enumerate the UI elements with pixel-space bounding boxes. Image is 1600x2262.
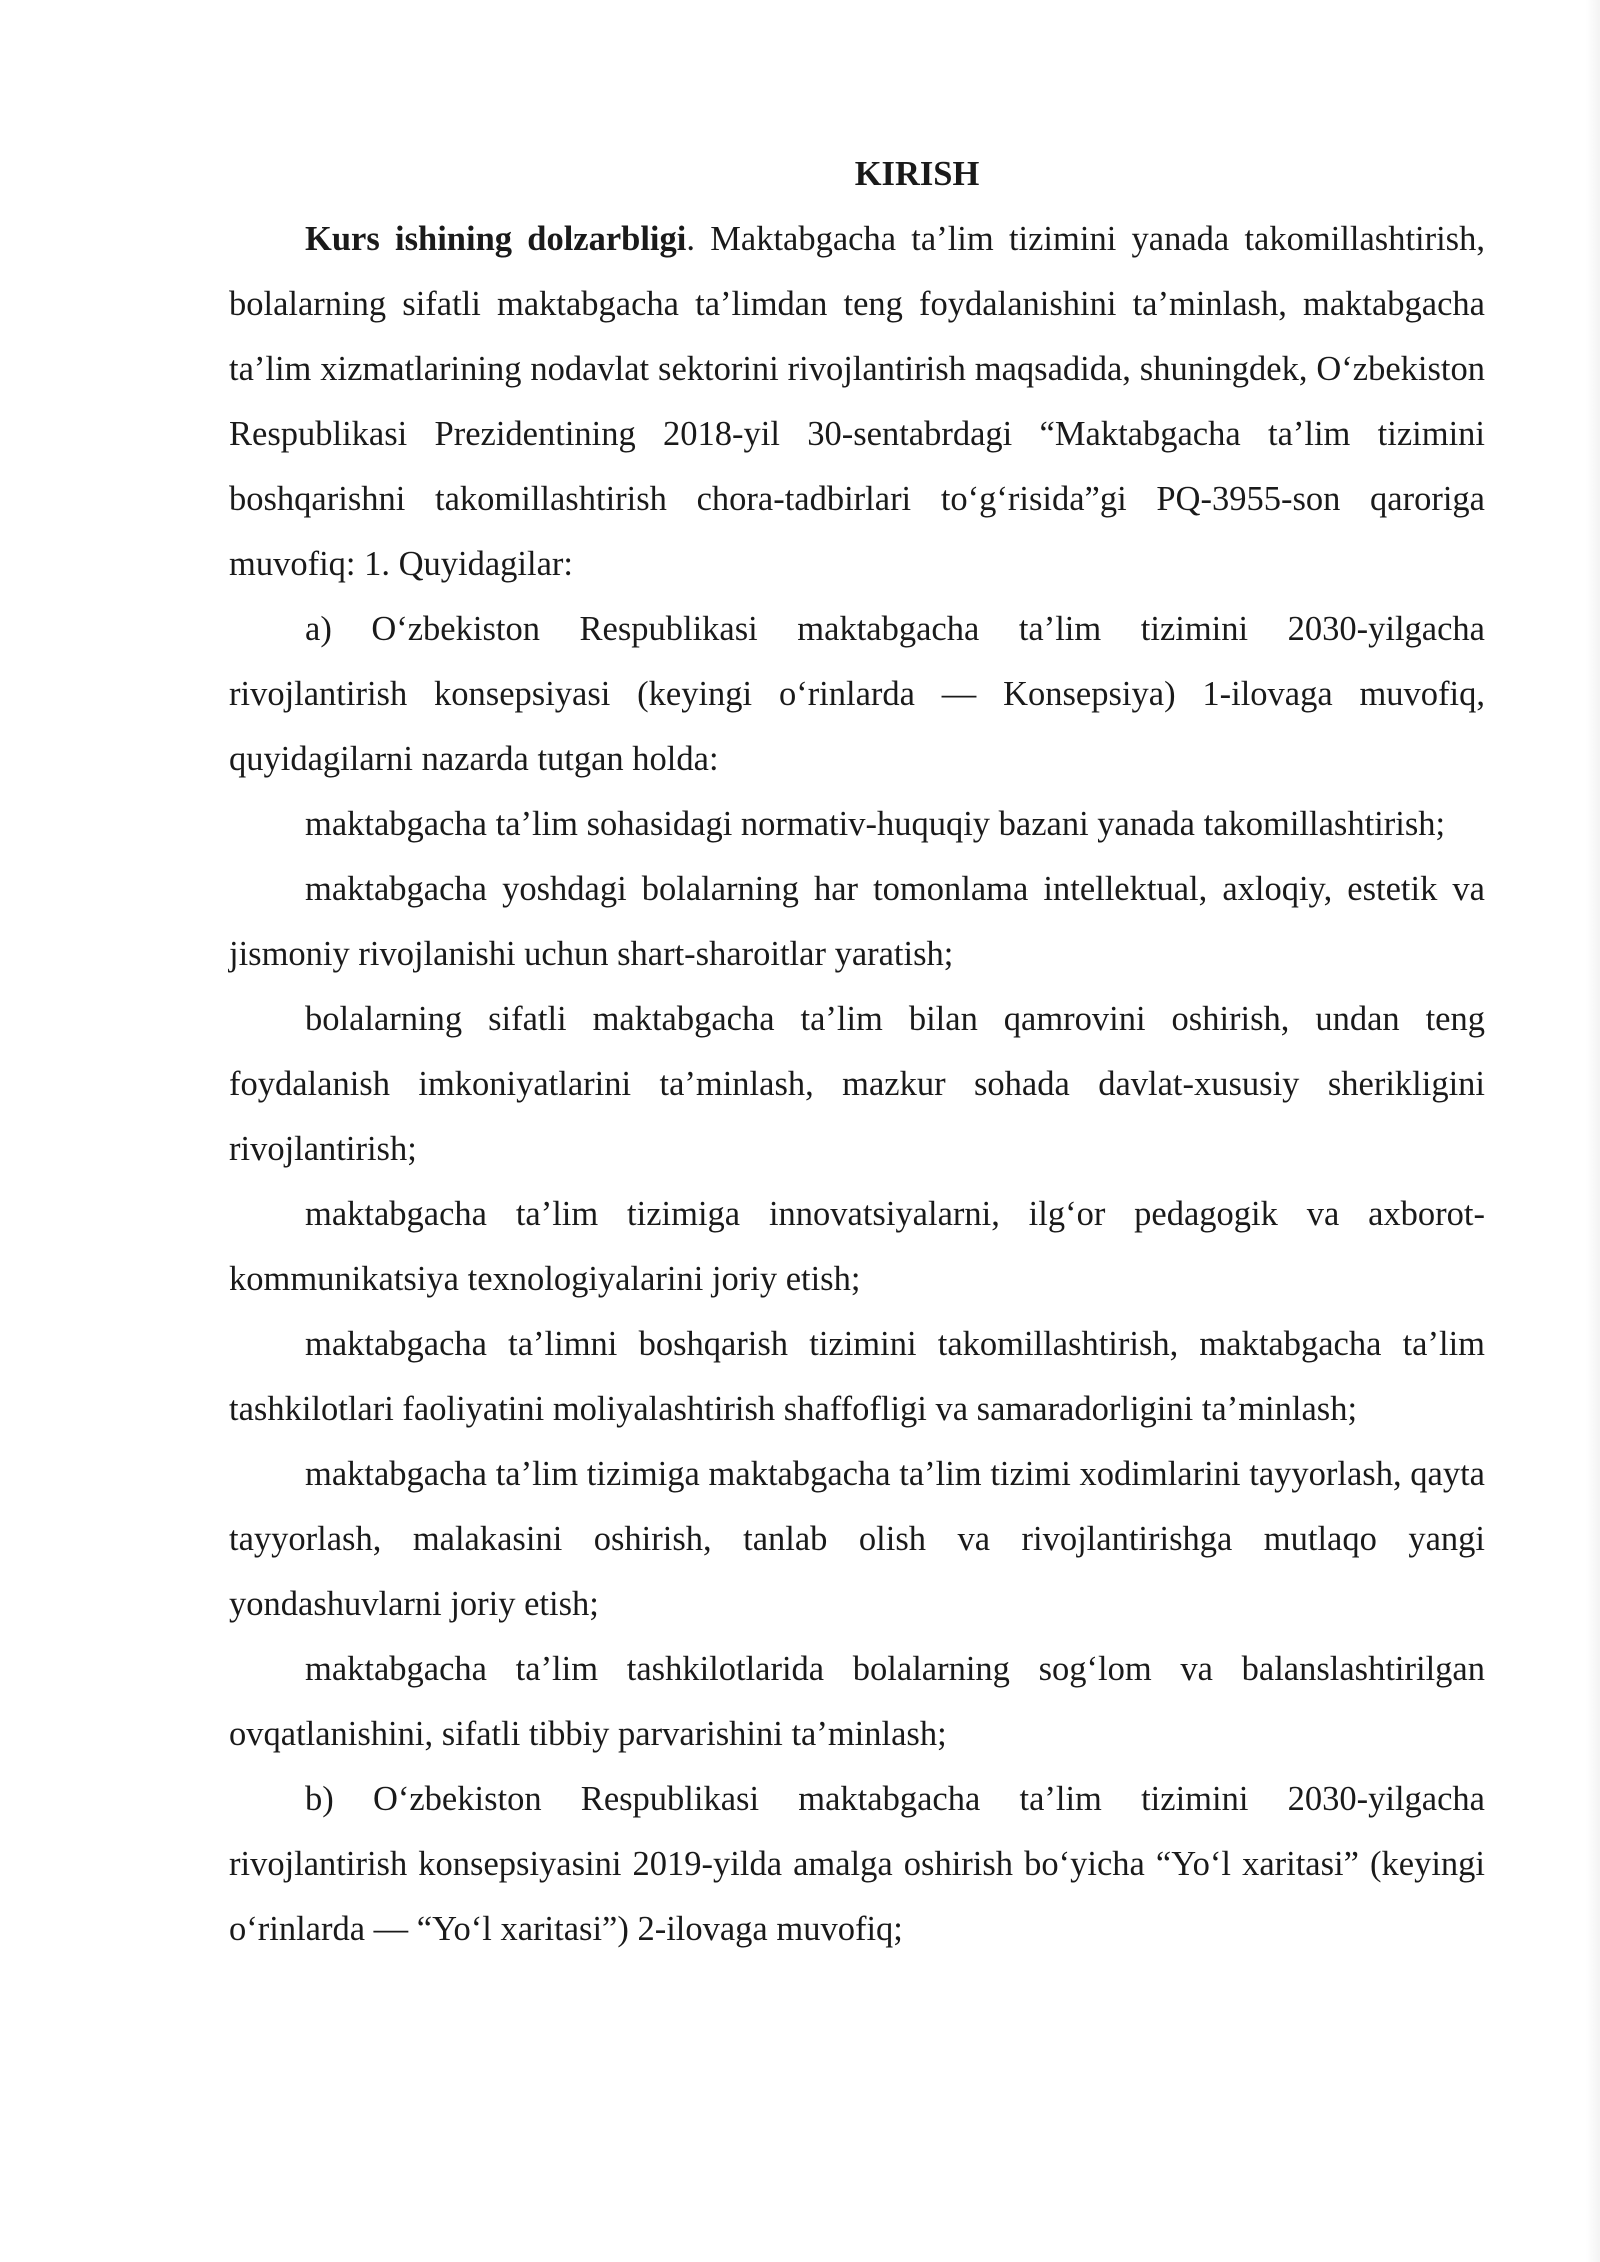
list-item-management: maktabgacha ta’limni boshqarish tizimini takomillashtirish, maktabgacha ta’lim tashkilotlari faoliyatini moliyalashtirish shaffofligi va samaradorligini ta’minlash;	[229, 1325, 1485, 1428]
intro-heading-punct: .	[686, 220, 695, 258]
document-body	[229, 142, 1485, 1962]
intro-heading: Kurs ishining dolzarbligi	[305, 220, 687, 258]
paragraph-a: a) O‘zbekiston Respublikasi maktabgacha ta’lim tizimini 2030-yilgacha rivojlantirish konsepsiyasi (keyingi o‘rinlarda — Konsepsiya) 1-ilovaga muvofiq, quyidagilarni nazarda tutgan holda:	[229, 610, 1485, 778]
page-edge-shadow	[1586, 0, 1600, 2262]
intro-text: Maktabgacha ta’lim tizimini yanada takomillashtirish, bolalarning sifatli maktabgacha ta’limdan teng foydalanishini ta’minlash, maktabgacha ta’lim xizmatlarining nodavlat sektorini rivojlantirish maqsadida, shuningdek, O‘zbekiston Respublikasi Prezidentining 2018-yil 30-sentabrdagi “Maktabgacha ta’lim tizimini boshqarishni takomillashtirish chora-tadbirlari to‘g‘risida”gi PQ-3955-son qaroriga muvofiq: 1. Quyidagilar:	[229, 220, 1485, 583]
intro-paragraph	[229, 207, 1485, 597]
list-item-staff-training: maktabgacha ta’lim tizimiga maktabgacha ta’lim tizimi xodimlarini tayyorlash, qayta tayyorlash, malakasini oshirish, tanlab olish va rivojlantirishga mutlaqo yangi yondashuvlarni joriy etish;	[229, 1455, 1485, 1623]
document-title: KIRISH	[854, 155, 980, 193]
list-item-development-conditions: maktabgacha yoshdagi bolalarning har tomonlama intellektual, axloqiy, estetik va jismoniy rivojlanishi uchun shart-sharoitlar yaratish;	[229, 870, 1485, 973]
list-item-normative-base: maktabgacha ta’lim sohasidagi normativ-huquqiy bazani yanada takomillashtirish;	[305, 805, 1446, 843]
paragraph-b: b) O‘zbekiston Respublikasi maktabgacha ta’lim tizimini 2030-yilgacha rivojlantirish konsepsiyasini 2019-yilda amalga oshirish bo‘yicha “Yo‘l xaritasi” (keyingi o‘rinlarda — “Yo‘l xaritasi”) 2-ilovaga muvofiq;	[229, 1780, 1485, 1948]
list-item-coverage: bolalarning sifatli maktabgacha ta’lim bilan qamrovini oshirish, undan teng foydalanish imkoniyatlarini ta’minlash, mazkur sohada davlat-xususiy sherikligini rivojlantirish;	[229, 1000, 1485, 1168]
list-item-nutrition: maktabgacha ta’lim tashkilotlarida bolalarning sog‘lom va balanslashtirilgan ovqatlanishini, sifatli tibbiy parvarishini ta’minlash;	[229, 1650, 1485, 1753]
list-item-innovations: maktabgacha ta’lim tizimiga innovatsiyalarni, ilg‘or pedagogik va axborot-kommunikatsiya texnologiyalarini joriy etish;	[229, 1195, 1485, 1298]
